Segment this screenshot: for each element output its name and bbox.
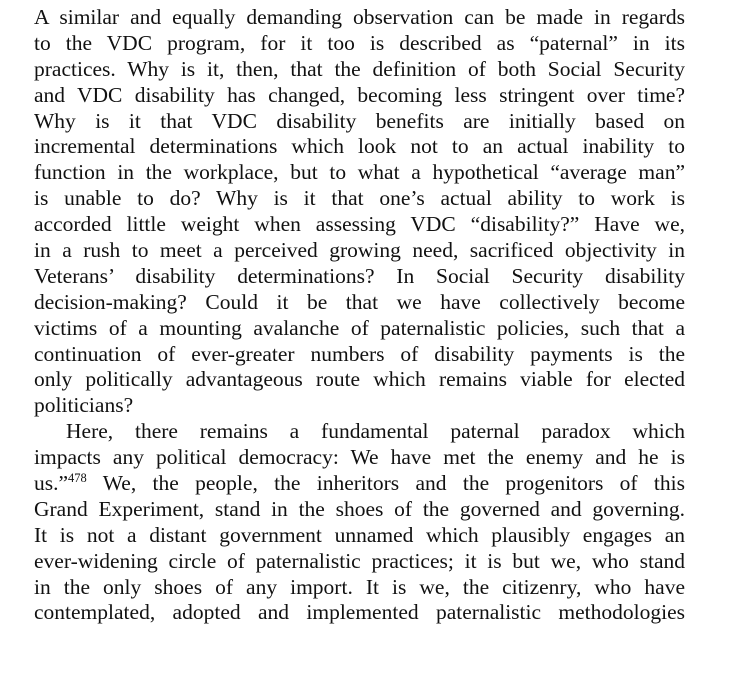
text-line: Veterans’ disability determinations? In Social Security disability — [34, 263, 685, 288]
text-line: in a rush to meet a perceived growing need, sacrificed objectivity in — [34, 238, 685, 263]
text-line: only politically advantageous route which remains viable for elected — [34, 367, 685, 392]
text-line: accorded little weight when assessing VDC “disability?” Have we, — [34, 212, 685, 237]
text-line: in the only shoes of any import. It is we, the citizenry, who have — [34, 574, 685, 599]
text-line: decision-making? Could it be that we have collectively become — [34, 289, 685, 314]
text-line: contemplated, adopted and implemented paternalistic methodologies — [34, 600, 685, 625]
text-line: continuation of ever-greater numbers of disability payments is the — [34, 341, 685, 366]
text-line: function in the workplace, but to what a hypothetical “average man” — [34, 160, 685, 185]
text-line: Grand Experiment, stand in the shoes of the governed and governing. — [34, 496, 685, 521]
text-segment: We, the people, the inheritors and the progenitors of this — [86, 471, 685, 496]
paragraph-2 — [34, 419, 685, 626]
text-line: ever-widening circle of paternalistic practices; it is but we, who stand — [34, 548, 685, 573]
text-line: practices. Why is it, then, that the definition of both Social Security — [34, 56, 685, 81]
text-line-with-footnote — [34, 471, 685, 497]
text-line: to the VDC program, for it too is described as “paternal” in its — [34, 30, 685, 55]
text-line: Why is it that VDC disability benefits are initially based on — [34, 108, 685, 133]
text-line: It is not a distant government unnamed which plausibly engages an — [34, 522, 685, 547]
text-line: and VDC disability has changed, becoming less stringent over time? — [34, 82, 685, 107]
paragraph-1 — [34, 5, 685, 419]
text-line: politicians? — [34, 393, 134, 418]
text-line: Here, there remains a fundamental paternal paradox which — [66, 419, 685, 444]
text-line: victims of a mounting avalanche of paternalistic policies, such that a — [34, 315, 685, 340]
footnote-marker[interactable]: 478 — [68, 471, 87, 486]
text-line: incremental determinations which look not to an actual inability to — [34, 134, 685, 159]
text-segment: us.” — [34, 471, 69, 496]
document-page — [34, 5, 685, 626]
text-line: impacts any political democracy: We have met the enemy and he is — [34, 445, 685, 470]
text-line: A similar and equally demanding observation can be made in regards — [34, 5, 685, 29]
text-line: is unable to do? Why is it that one’s actual ability to work is — [34, 186, 685, 211]
